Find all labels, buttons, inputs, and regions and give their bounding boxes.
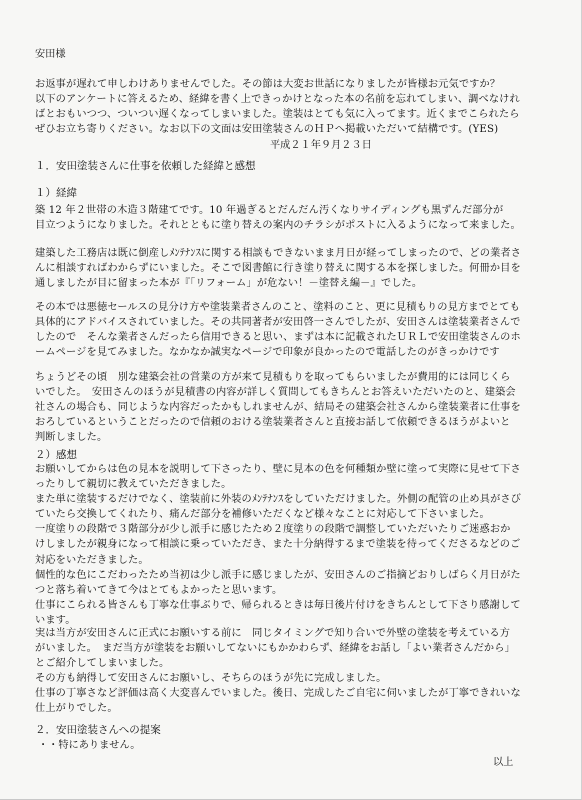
intro-line: ばとおもいつつ、ついつい遅くなってしまいました。塗装はとても気に入ってます。近くまでこられたら [35, 109, 520, 121]
body-line: 建築した工務店は既に倒産しﾒﾝﾃﾅﾝｽに関する相談もできないまま月日が経ってしまったので、どの業者さ [35, 248, 522, 259]
body-line: 判断しました。 [35, 432, 108, 444]
intro-line: お返事が遅れて申しわけありませんでした。その節は大変お世話になりましたが皆様お元気ですか？ [35, 79, 501, 90]
body-line: 目立つようになりました。それとともに塗り替えの案内のチラシがポストに入るようになって来ました。 [35, 220, 521, 232]
letter-date: 平成２１年９月２３日 [270, 140, 372, 151]
body-line: けしましたが親身になって相談に乗っていただき、また十分納得するまで塗装を待ってくださるなどのご [35, 539, 521, 551]
closing: 以上 [493, 757, 514, 768]
body-line: います。 [35, 614, 76, 626]
body-line: ていたら交換してくれたり、痛んだ部分を補修いただくなど様々なことに対応して下さいました。 [35, 509, 490, 521]
body-line: また単に塗装するだけでなく、塗装前に外装のﾒﾝﾃﾅﾝｽをしていただけました。外側の配管の止め具がさび [35, 494, 522, 506]
body-line: 一度塗りの段階で３階部分が少し派手に感じたため２度塗りの段階で調整していただいたりご迷惑おか [35, 524, 511, 536]
body-line: お願いしてからは色の見本を説明して下さったり、壁に見本の色を何種類か壁に塗って実際に見せて下さ [35, 464, 521, 475]
body-line: 築 12 年２世帯の木造３階建てです。10 年過ぎるとだんだん汚くなりサイディングも黒ずんだ部分が [35, 205, 504, 216]
body-line: 通しましたが目に留まった本が『「リフォーム」が危ない！－塗替え編－』でした。 [35, 278, 423, 290]
body-line: その方も納得して安田さんにお願いし、そちらのほうが先に完成しました。 [35, 673, 387, 685]
intro-paragraph [35, 77, 547, 137]
body-line: つと落ち着いてきて今はとてもよかったと思います。 [35, 584, 283, 596]
body-line: 個性的な色にこだわったため当初は少し派手に感じましたが、安田さんのご指摘どおりしばらく月日がた [35, 569, 521, 581]
body-line: 仕上がりでした。 [35, 703, 118, 715]
section-2-body: ・・特にありません。 [38, 740, 141, 751]
background-paragraph-2 [35, 246, 547, 291]
body-line: 対応をいただきました。 [35, 554, 149, 566]
body-line: 具体的にアドバイスされていました。その共同著者が安田啓一さんでしたが、安田さんは塗装業者さんで [35, 317, 521, 329]
body-line: 仕事の丁寧さなど評価は高く大変喜んでいました。後日、完成したご自宅に伺いましたが丁寧できれいな [35, 688, 521, 700]
body-line: 仕事にこられる皆さんも丁寧な仕事ぶりで、帰られるときは毎日後片付けをきちんとして下さり感謝して [35, 599, 521, 611]
background-paragraph-1 [35, 203, 547, 233]
background-paragraph-3 [35, 300, 547, 360]
body-line: んに相談すればわからずにいました。そこで図書館に行き塗り替えに関する本を探しました。何冊か目を [35, 263, 521, 275]
impressions-paragraph-1 [35, 462, 547, 628]
subsection-1-heading: １）経緯 [35, 187, 77, 199]
body-line: いでした。 安田さんのほうが見積書の内容が詳しく質問してもきちんとお答えいただいたのと、建築会 [35, 387, 516, 399]
body-line: がいました。 まだ当方が塗装をお願いしてないにもかかわらず、経緯をお話し「よい業者さんだから」 [35, 643, 515, 655]
body-line: したので そんな業者さんだったら信用できると思い、まずは本に記載されたＵＲＬで安田塗装さんのホ [35, 332, 521, 344]
background-paragraph-4 [35, 370, 547, 445]
addressee: 安田様 [35, 49, 66, 60]
intro-line: 以下のアンケートに答えるため、経緯を書く上できっかけとなった本の名前を忘れてしまい、調べなけれ [35, 94, 520, 106]
section-1-heading: １．安田塗装さんに仕事を依頼した経緯と感想 [35, 160, 256, 172]
body-line: 実は当方が安田さんに正式にお願いする前に 同じタイミングで知り合いで外壁の塗装を考えている方 [35, 628, 511, 639]
body-line: おろしているということだったので信頼のおける塗装業者さんと直接お話して依頼できるほうがよいと [35, 417, 511, 429]
impressions-paragraph-2 [35, 626, 547, 717]
subsection-2-heading: ２）感想 [35, 449, 77, 461]
intro-line: ぜひお立ち寄りください。なお以下の文面は安田塗装さんのＨＰへ掲載いただいて結構です。(YES) [35, 124, 499, 136]
body-line: ったりして親切に教えていただきました。 [35, 479, 232, 491]
body-line: その本では悪徳セールスの見分け方や塗装業者さんのこと、塗料のこと、更に見積もりの見方までとても [35, 302, 520, 313]
body-line: 社さんの場合も、同じような内容だったかもしれませんが、結局その建築会社さんから塗装業者に仕事を [35, 402, 521, 414]
body-line: ちょうどその頃 別な建築会社の営業の方が来て見積もりを取ってもらいましたが費用的には同じくら [35, 372, 511, 383]
section-2-heading: ２．安田塗装さんへの提案 [35, 724, 161, 736]
body-line: ームページを見てみました。なかなか誠実なページで印象が良かったので電話したのがきっかけです [35, 347, 500, 359]
body-line: とご紹介してしまいました。 [35, 658, 170, 670]
